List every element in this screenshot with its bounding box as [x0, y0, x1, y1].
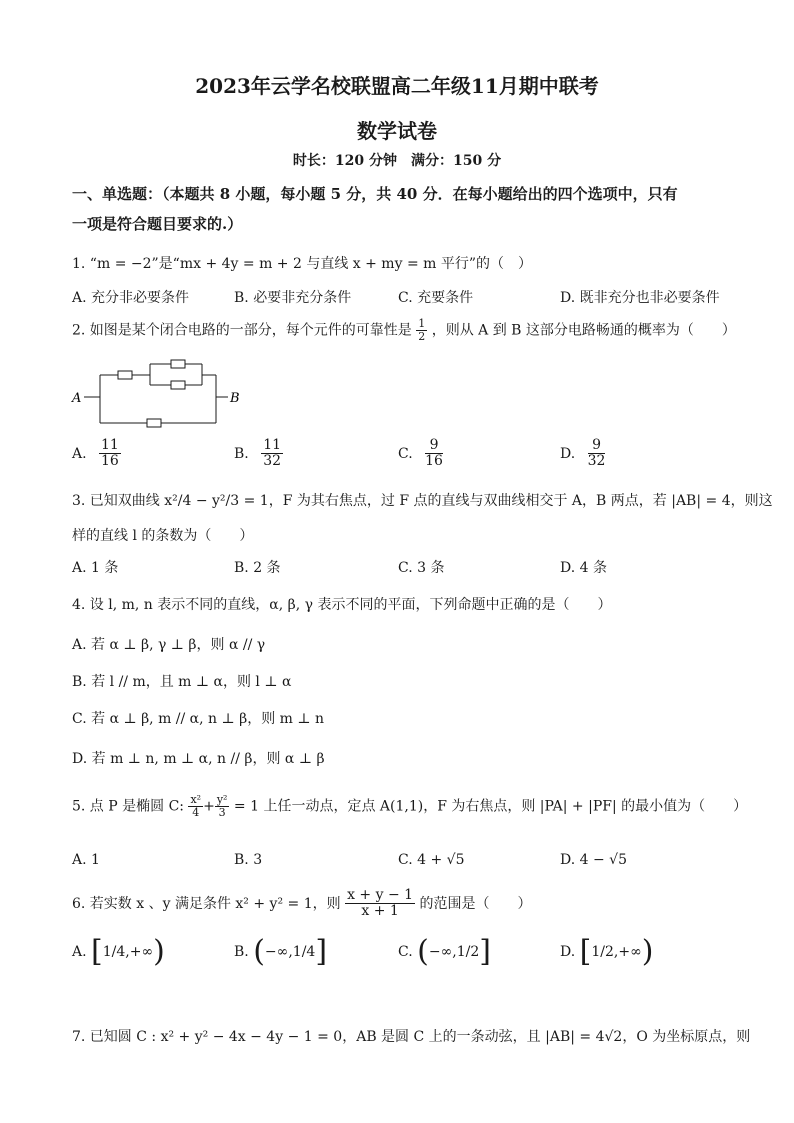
- q2-option-b: [234, 438, 283, 470]
- circuit-element-4: [147, 419, 161, 427]
- q2-option-b-frac: [261, 438, 283, 470]
- q6-option-c-right: ]: [479, 934, 491, 969]
- q5-option-d: D. 4 − √5: [560, 852, 627, 868]
- q2-frac-num: 1: [418, 317, 426, 330]
- q6-option-c-letter: C.: [398, 944, 413, 960]
- q6-option-c-left: (: [417, 934, 429, 969]
- q6-option-a-b: +∞: [129, 944, 154, 960]
- q2-option-b-num: 11: [263, 437, 282, 453]
- q3-option-b: B. 2 条: [234, 560, 281, 576]
- q2-frac-den: 2: [418, 330, 426, 344]
- section-heading-line2: 一项是符合题目要求的.）: [72, 215, 243, 233]
- circuit-element-2: [171, 360, 185, 368]
- q2-text-after: ，则从 A 到 B 这部分电路畅通的概率为（ ）: [431, 322, 736, 339]
- q6-option-d-a: 1/2: [591, 944, 614, 960]
- q3-option-c: C. 3 条: [398, 560, 445, 576]
- q5-text: 5. 点 P 是椭圆 C: $\frac{\text{x²}}{4}$ + $\frac{\text{y²}}{3}$ = 1 上任一动点，定点 A(1,1)，F 为右焦点，则 |PA| + |PF| 的最小值为（ ）: [72, 793, 748, 820]
- q6-option-a-a: 1/4: [102, 944, 126, 960]
- q6-option-d: D. [1/2,+∞): [560, 934, 654, 969]
- q2-option-d-frac: [588, 438, 606, 470]
- q1-option-d: D. 既非充分也非必要条件: [560, 290, 720, 306]
- exam-subtitle: 数学试卷: [357, 119, 437, 143]
- q6-text: [72, 888, 532, 920]
- q2-option-a-letter: A.: [72, 445, 87, 462]
- q1-option-b: B. 必要非充分条件: [234, 290, 352, 306]
- q2-option-a-den: 16: [101, 453, 119, 470]
- q6-option-c: C. (−∞,1/2]: [398, 934, 491, 969]
- q6-option-a-right: ): [153, 934, 165, 969]
- exam-meta: 时长：120 分钟 满分：150 分: [292, 153, 502, 169]
- q6-frac-num: x + y − 1: [347, 887, 414, 903]
- q2-reliability-fraction: [416, 318, 427, 343]
- q6-option-d-b: +∞: [618, 944, 642, 960]
- q5-option-b: B. 3: [234, 852, 263, 868]
- q6-option-a-left: [: [91, 934, 103, 969]
- q1-option-a: A. 充分非必要条件: [72, 290, 190, 306]
- q2-text-before: 2. 如图是某个闭合电路的一部分，每个元件的可靠性是: [72, 322, 412, 339]
- q4-option-c: C. 若 α ⊥ β, m // α, n ⊥ β，则 m ⊥ n: [72, 711, 325, 727]
- q6-option-d-letter: D.: [560, 944, 576, 960]
- q5-text-after: = 1 上任一动点，定点 A(1,1)，F 为右焦点，则 |PA| + |PF| 的最小值为（ ）: [233, 798, 748, 815]
- circuit-element-1: [118, 371, 132, 379]
- q2-option-d-num: 9: [588, 438, 606, 454]
- q2-option-c-num: 9: [425, 438, 443, 454]
- q6-frac-den: x + 1: [361, 903, 399, 920]
- q6-option-b: B. (−∞,1/4]: [234, 934, 328, 969]
- q2-option-c-frac: [425, 438, 443, 470]
- q6-option-b-b: 1/4: [292, 944, 316, 960]
- q6-option-a: A. [1/4,+∞): [72, 934, 165, 969]
- circuit-diagram: [70, 355, 250, 435]
- q5-frac-y: [215, 794, 230, 819]
- q2-option-d: [560, 438, 605, 470]
- q5-option-a: A. 1: [72, 852, 100, 868]
- q6-option-d-left: [: [579, 934, 592, 969]
- q3-option-a: A. 1 条: [72, 560, 119, 576]
- q2-option-c-den: 16: [425, 453, 443, 470]
- q6-option-a-letter: A.: [72, 944, 87, 960]
- q3-text-line1: 3. 已知双曲线 x²/4 − y²/3 = 1，F 为其右焦点，过 F 点的直线与双曲线相交于 A，B 两点，若 |AB| = 4，则这: [72, 493, 773, 509]
- q6-text-after: 的范围是（ ）: [419, 895, 532, 912]
- q5-text-before: 5. 点 P 是椭圆 C:: [72, 798, 185, 815]
- q2-option-c-letter: C.: [398, 445, 413, 462]
- circuit-label-a: A: [72, 391, 82, 406]
- q5-frac-x: [188, 794, 203, 819]
- q6-option-b-right: ]: [315, 934, 328, 969]
- q4-option-b: B. 若 l // m，且 m ⊥ α，则 l ⊥ α: [72, 674, 292, 690]
- q3-option-d: D. 4 条: [560, 560, 607, 576]
- q1-text: 1. “m = −2”是“mx + 4y = m + 2 与直线 x + my = m 平行”的（ ）: [72, 256, 533, 272]
- q6-option-b-letter: B.: [234, 944, 249, 960]
- q6-option-c-b: 1/2: [456, 944, 480, 960]
- q6-option-b-a: −∞: [264, 944, 289, 960]
- q2-option-a-num: 11: [101, 437, 119, 453]
- circuit-element-3: [171, 381, 185, 389]
- q5-option-c: C. 4 + √5: [398, 852, 465, 868]
- q6-fraction: [345, 888, 415, 920]
- q5-frac-y-den: 3: [218, 806, 226, 820]
- q5-frac-y-num: y²: [216, 793, 228, 806]
- q2-option-b-den: 32: [263, 453, 282, 470]
- q3-text-line2: 样的直线 l 的条数为（ ）: [72, 528, 254, 544]
- q2-option-a-frac: [99, 438, 121, 470]
- q2-option-d-den: 32: [587, 453, 606, 470]
- q7-text: 7. 已知圆 C : x² + y² − 4x − 4y − 1 = 0，AB 是圆 C 上的一条动弦，且 |AB| = 4√2，O 为坐标原点，则: [72, 1029, 751, 1045]
- q5-frac-x-den: 4: [192, 806, 200, 820]
- circuit-label-b: B: [230, 391, 240, 406]
- q4-option-a: A. 若 α ⊥ β, γ ⊥ β，则 α // γ: [72, 637, 266, 653]
- q2-option-b-letter: B.: [234, 445, 249, 462]
- q1-option-c: C. 充要条件: [398, 290, 474, 306]
- q2-option-a: [72, 438, 121, 470]
- q6-option-c-a: −∞: [428, 944, 453, 960]
- q5-frac-x-num: x²: [190, 793, 202, 806]
- section-heading-line1: 一、单选题：（本题共 8 小题，每小题 5 分，共 40 分．在每小题给出的四个选项中，只有: [72, 185, 678, 203]
- q4-text: 4. 设 l, m, n 表示不同的直线，α, β, γ 表示不同的平面，下列命题中正确的是（ ）: [72, 597, 612, 613]
- q2-option-d-letter: D.: [560, 445, 576, 462]
- q2-option-c: [398, 438, 443, 470]
- q4-option-d: D. 若 m ⊥ n, m ⊥ α, n // β，则 α ⊥ β: [72, 751, 325, 767]
- q2-text: [72, 318, 736, 343]
- q6-text-before: 6. 若实数 x 、y 满足条件 x² + y² = 1，则: [72, 895, 341, 912]
- exam-title: 2023年云学名校联盟高二年级11月期中联考: [195, 74, 599, 98]
- q6-option-d-right: ): [641, 934, 654, 969]
- q6-option-b-left: (: [253, 934, 265, 969]
